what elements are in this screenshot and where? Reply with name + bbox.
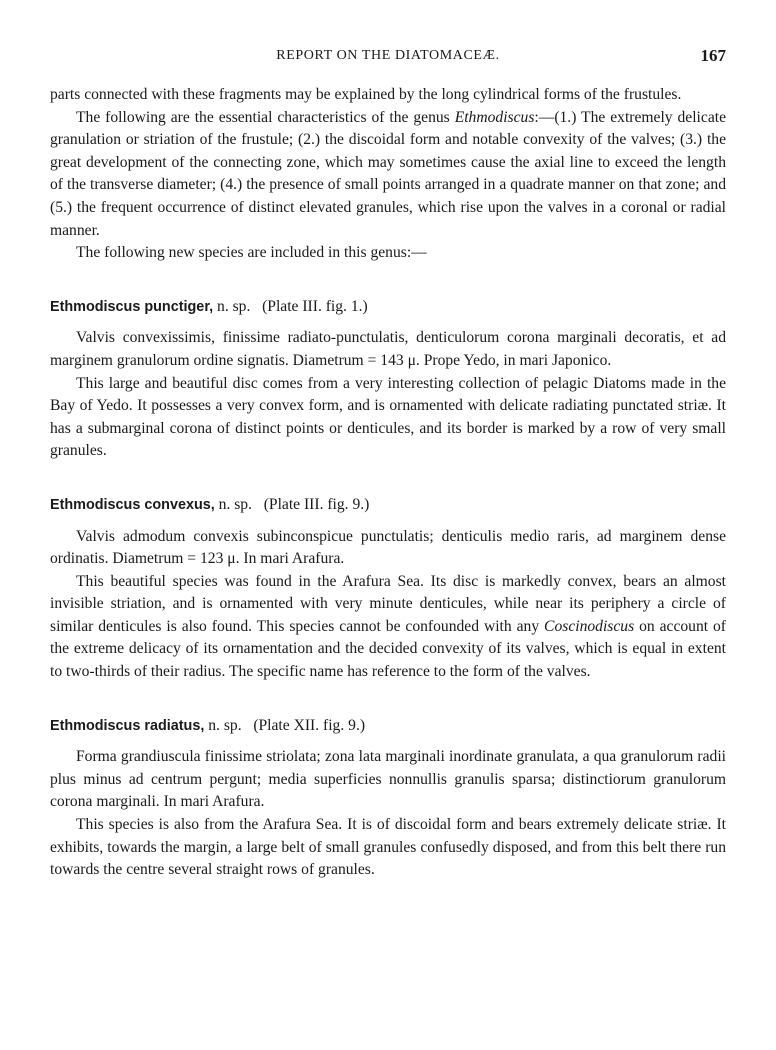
latin-diagnosis: Valvis convexissimis, finissime radiato-punctulatis, denticulorum corona marginali decoratis, et ad marginem granulorum ordine signatis. Diametrum = 143 μ. Prope Yedo, in mari Japonico. <box>50 329 726 369</box>
species-heading <box>50 296 726 319</box>
species-name: Ethmodiscus radiatus, <box>50 717 205 734</box>
latin-diagnosis: Valvis admodum convexis subinconspicue punctulatis; denticulis medio raris, ad marginem dense ordinatis. Diametrum = 123 μ. In mari Arafura. <box>50 527 726 568</box>
running-head <box>50 48 726 72</box>
plate-reference: (Plate III. fig. 1.) <box>262 297 368 315</box>
latin-diagnosis: Forma grandiuscula finissime striolata; zona lata marginali inordinate granulata, a qua granulorum radii plus minus ad centrum pergunt; media superficies nonnullis granulis sparsa; distinctiorum granulorum corona marginali. In mari Arafura. <box>50 748 726 811</box>
genus-name-italic: Ethmodiscus <box>454 108 535 126</box>
species-description <box>50 373 726 463</box>
description-text: This large and beautiful disc comes from a very interesting collection of pelagic Diatoms made in the Bay of Yedo. It possesses a very convex form, and is ornamented with delicate radiating punctated striæ. It has a submarginal corona of distinct points or denticules, and its border is marked by a row of very small granules. <box>50 374 726 460</box>
species-description <box>50 571 726 684</box>
description-text: This beautiful species was found in the Arafura Sea. Its disc is markedly convex, bears an almost invisible striation, and is ornamented with very minute denticules, while near its periphery a circle of similar denticules is also found. This species cannot be confounded with any <box>50 572 726 635</box>
body-text <box>50 84 726 882</box>
species-suffix: n. sp. <box>214 495 253 513</box>
paragraph-continuation: parts connected with these fragments may be explained by the long cylindrical forms of the frustules. <box>50 86 682 103</box>
paragraph-new-species-intro: The following new species are included in this genus:— <box>76 244 427 262</box>
species-suffix: n. sp. <box>213 297 251 315</box>
genus-characteristics-lead: The following are the essential characteristics of the genus <box>76 108 455 126</box>
genus-characteristics-list: :—(1.) The extremely delicate granulation or striation of the frustule; (2.) the discoidal form and notable convexity of the valves; (3.) the great development of the connecting zone, which may sometimes cause the axial line to exceed the length of the transverse diameter; (4.) the presence of small points arranged in a quadrate manner on that zone; and (5.) the frequent occurrence of distinct elevated granules, which rise upon the valves in a coronal or radial manner. <box>50 108 726 239</box>
species-heading <box>50 494 726 517</box>
running-title: REPORT ON THE DIATOMACEÆ. <box>276 48 500 63</box>
species-description <box>50 814 726 882</box>
species-heading <box>50 715 726 738</box>
species-name: Ethmodiscus convexus, <box>50 496 215 513</box>
species-suffix: n. sp. <box>204 716 242 734</box>
genus-reference-italic: Coscinodiscus <box>544 617 635 635</box>
plate-reference: (Plate III. fig. 9.) <box>263 495 370 513</box>
description-text-continued: on account of the extreme delicacy of its ornamentation and the decided convexity of its valves, which is equal in extent to two-thirds of their radius. The specific name has reference to the form of the valves. <box>50 617 727 681</box>
plate-reference: (Plate XII. fig. 9.) <box>253 716 366 734</box>
page-number: 167 <box>700 46 726 65</box>
paragraph-genus-characteristics <box>50 107 726 243</box>
species-name: Ethmodiscus punctiger, <box>50 298 214 315</box>
description-text: This species is also from the Arafura Sea. It is of discoidal form and bears extremely delicate striæ. It exhibits, towards the margin, a large belt of small granules confusedly disposed, and from this belt there run towards the centre several straight rows of granules. <box>50 816 726 879</box>
